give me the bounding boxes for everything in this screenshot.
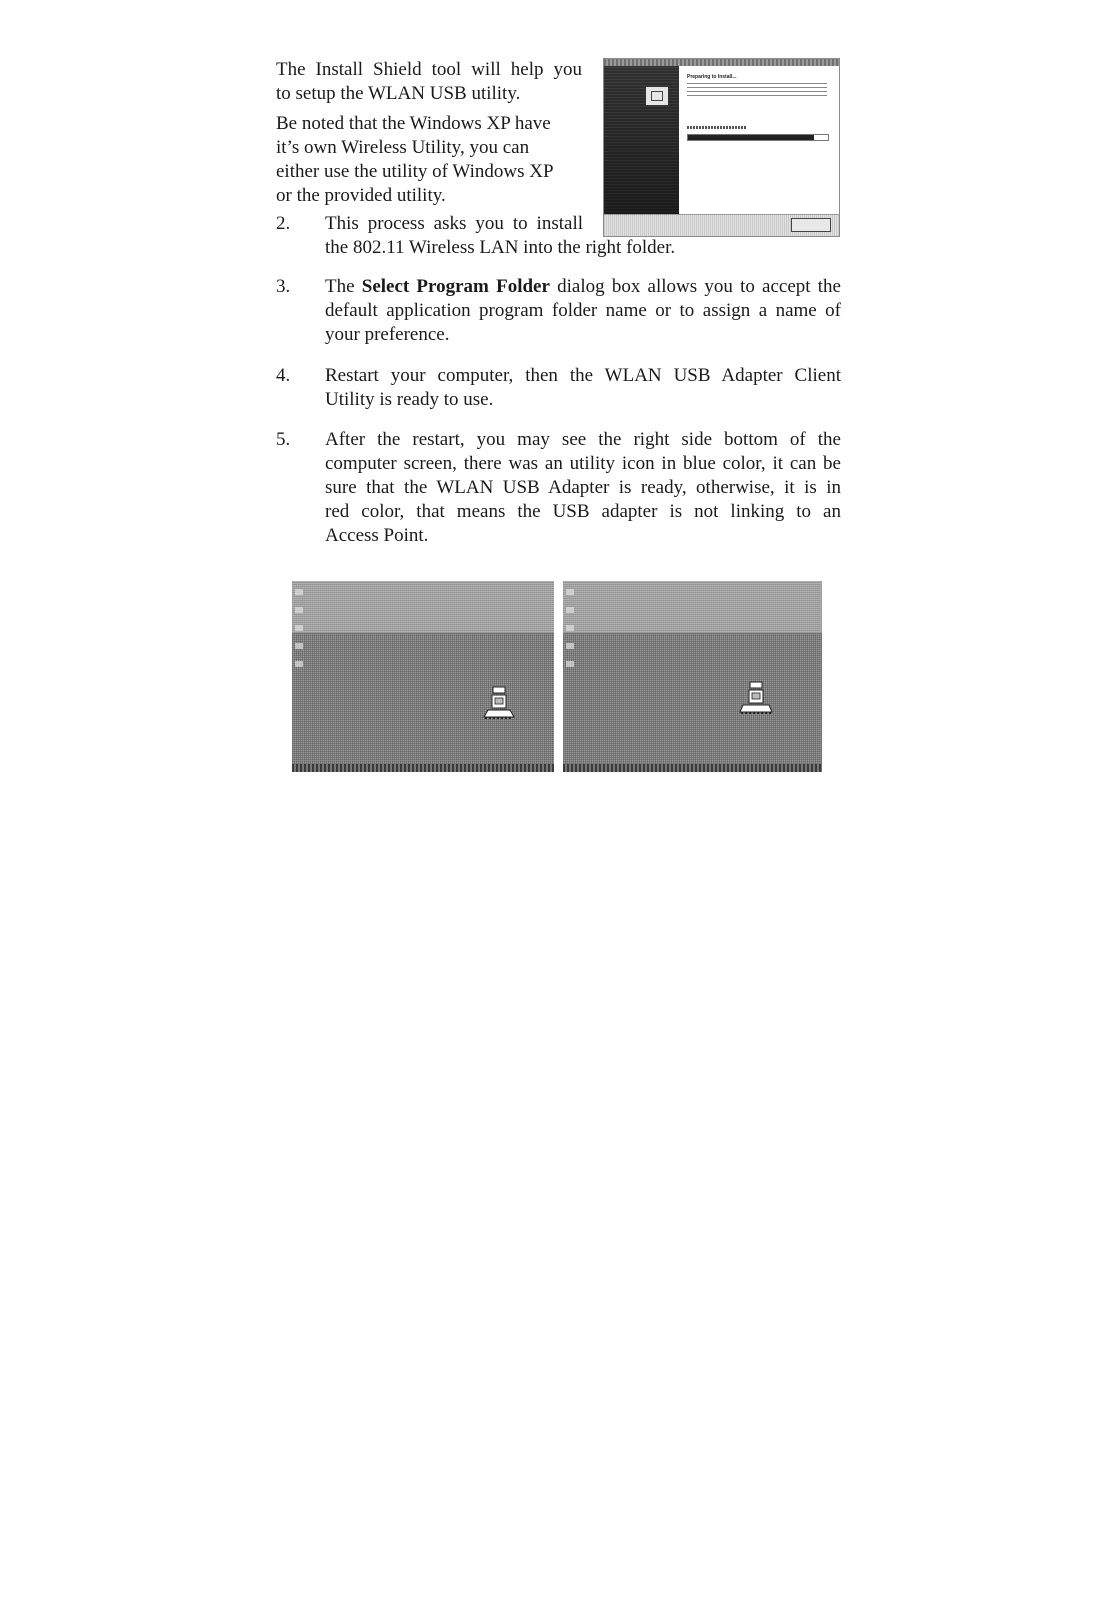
step-3-line-2: default application program folder name or to assign a name of xyxy=(325,300,841,321)
note-line-2: it’s own Wireless Utility, you can xyxy=(276,137,530,158)
step-3-number: 3. xyxy=(276,276,291,297)
step-3-text xyxy=(325,275,841,347)
step-5-line-5: Access Point. xyxy=(325,525,429,546)
note-line-3: either use the utility of Windows XP xyxy=(276,161,554,182)
desktop-screenshot-red xyxy=(563,581,822,772)
desktop-icons xyxy=(566,587,574,667)
window-titlebar xyxy=(604,59,839,66)
taskbar xyxy=(563,764,822,772)
intro-text xyxy=(276,58,582,208)
installer-content xyxy=(679,66,839,214)
installer-side-panel xyxy=(604,66,679,214)
step-4-number: 4. xyxy=(276,365,291,386)
install-progress-screenshot xyxy=(603,58,840,237)
desktop-screenshot-blue xyxy=(292,581,554,772)
step-5-line-4: red color, that means the USB adapter is not linking to an xyxy=(325,501,841,522)
note-line-4: or the provided utility. xyxy=(276,185,446,206)
step-5-text xyxy=(325,428,841,548)
intro-line-1: The Install Shield tool will help you xyxy=(276,59,582,80)
step-2-text xyxy=(325,212,675,260)
installer-heading: Preparing to Install... xyxy=(687,74,737,80)
install-progress-bar xyxy=(687,134,829,141)
wlan-utility-icon xyxy=(739,680,773,722)
step-4-line-2: Utility is ready to use. xyxy=(325,389,494,410)
step-2-line-2: the 802.11 Wireless LAN into the right folder. xyxy=(325,237,676,258)
install-progress-fill xyxy=(688,135,814,140)
step-5-line-2: computer screen, there was an utility icon in blue color, it can be xyxy=(325,453,841,474)
step-5-line-1: After the restart, you may see the right side bottom of the xyxy=(325,429,841,450)
step-5-line-3: sure that the WLAN USB Adapter is ready, otherwise, it is in xyxy=(325,477,841,498)
intro-line-2: to setup the WLAN USB utility. xyxy=(276,83,521,104)
step-3-line-3: your preference. xyxy=(325,324,450,345)
note-line-1: Be noted that the Windows XP have xyxy=(276,113,551,134)
step-2-number: 2. xyxy=(276,213,291,234)
taskbar xyxy=(292,764,554,772)
installer-app-icon xyxy=(645,86,669,106)
installer-description xyxy=(687,83,827,96)
step-4-line-1: Restart your computer, then the WLAN USB Adapter Client xyxy=(325,365,841,386)
step-5-number: 5. xyxy=(276,429,291,450)
wlan-utility-icon xyxy=(482,685,516,727)
desktop-icons xyxy=(295,587,303,667)
step-4-text xyxy=(325,364,841,412)
select-program-folder-label: Select Program Folder xyxy=(361,276,550,297)
installer-status xyxy=(687,126,747,129)
cancel-button xyxy=(791,218,831,232)
step-3-line-1: The Select Program Folder dialog box allows you to accept the xyxy=(325,276,841,297)
step-2-line-1: This process asks you to install xyxy=(325,213,583,234)
